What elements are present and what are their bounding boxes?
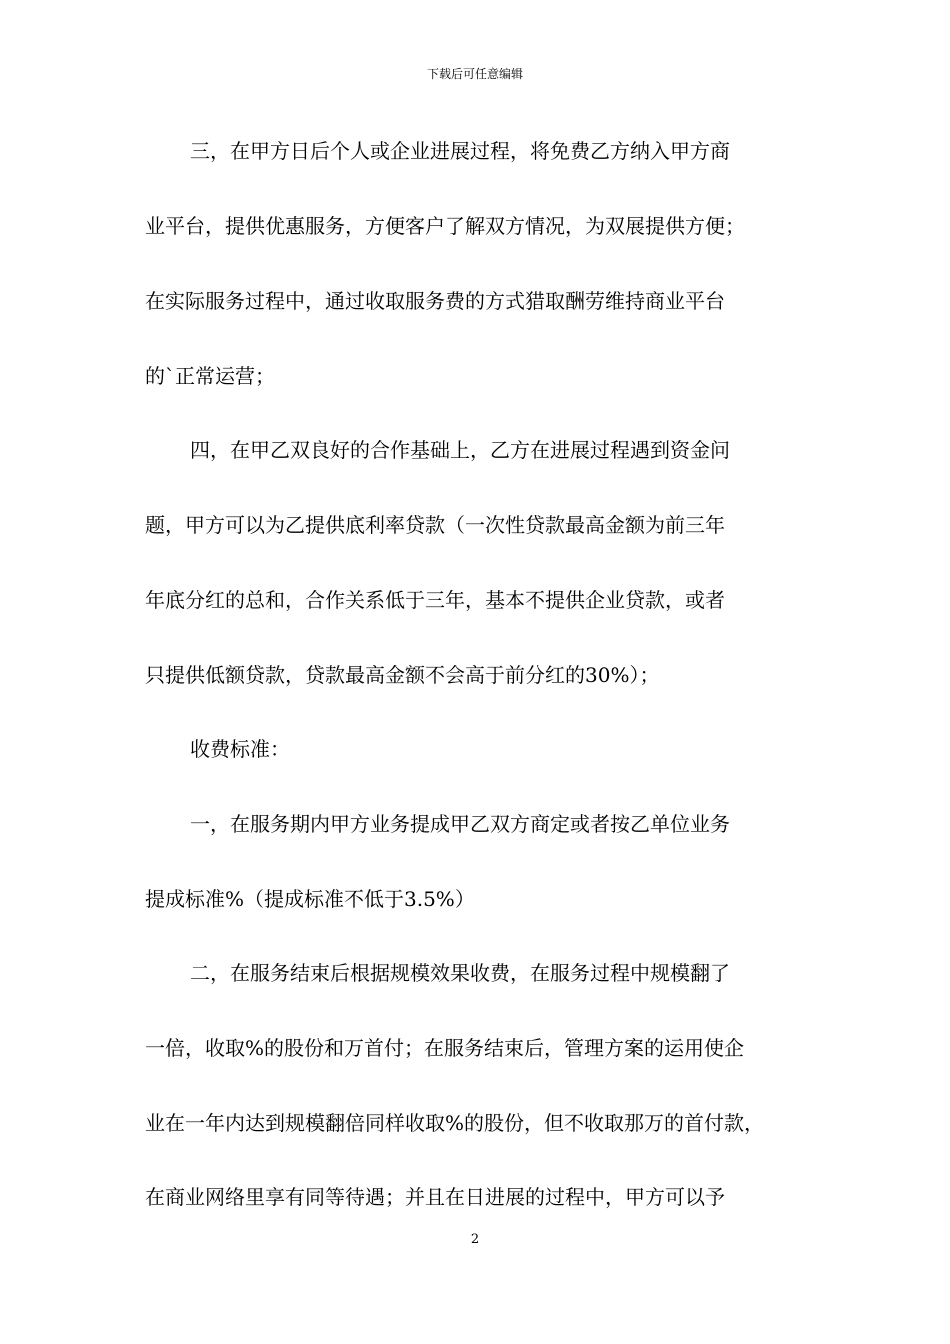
paragraph-1-line-4: 的`正常运营； [145,364,275,388]
page-header-note: 下载后可任意编辑 [426,67,523,81]
paragraph-3-line-2: 提成标准%（提成标准不低于3.5%） [145,887,475,911]
paragraph-4-line-3: 业在一年内达到规模翻倍同样收取%的股份，但不收取那万的首付款， [145,1111,765,1135]
paragraph-1-line-3: 在实际服务过程中，通过收取服务费的方式猎取酬劳维持商业平台 [145,289,725,313]
paragraph-2-line-1: 四，在甲乙双良好的合作基础上，乙方在进展过程遇到资金问 [190,438,730,462]
page-number: 2 [470,1232,480,1247]
paragraph-4-line-2: 一倍，收取%的股份和万首付；在服务结束后，管理方案的运用使企 [145,1036,745,1060]
paragraph-4-line-4: 在商业网络里享有同等待遇；并且在日进展的过程中，甲方可以予 [145,1185,725,1209]
paragraph-2-line-2: 题，甲方可以为乙提供底利率贷款（一次性贷款最高金额为前三年 [145,513,725,537]
paragraph-2-line-4: 只提供低额贷款，贷款最高金额不会高于前分红的30%）； [145,663,660,687]
fee-standard-heading: 收费标准： [190,737,290,761]
paragraph-2-line-3: 年底分红的总和，合作关系低于三年，基本不提供企业贷款，或者 [145,588,725,612]
paragraph-1-line-1: 三，在甲方日后个人或企业进展过程，将免费乙方纳入甲方商 [190,139,730,163]
paragraph-4-line-1: 二，在服务结束后根据规模效果收费，在服务过程中规模翻了 [190,961,730,985]
paragraph-3-line-1: 一，在服务期内甲方业务提成甲乙双方商定或者按乙单位业务 [190,812,730,836]
paragraph-1-line-2: 业平台，提供优惠服务，方便客户了解双方情况，为双展提供方便； [145,214,745,238]
